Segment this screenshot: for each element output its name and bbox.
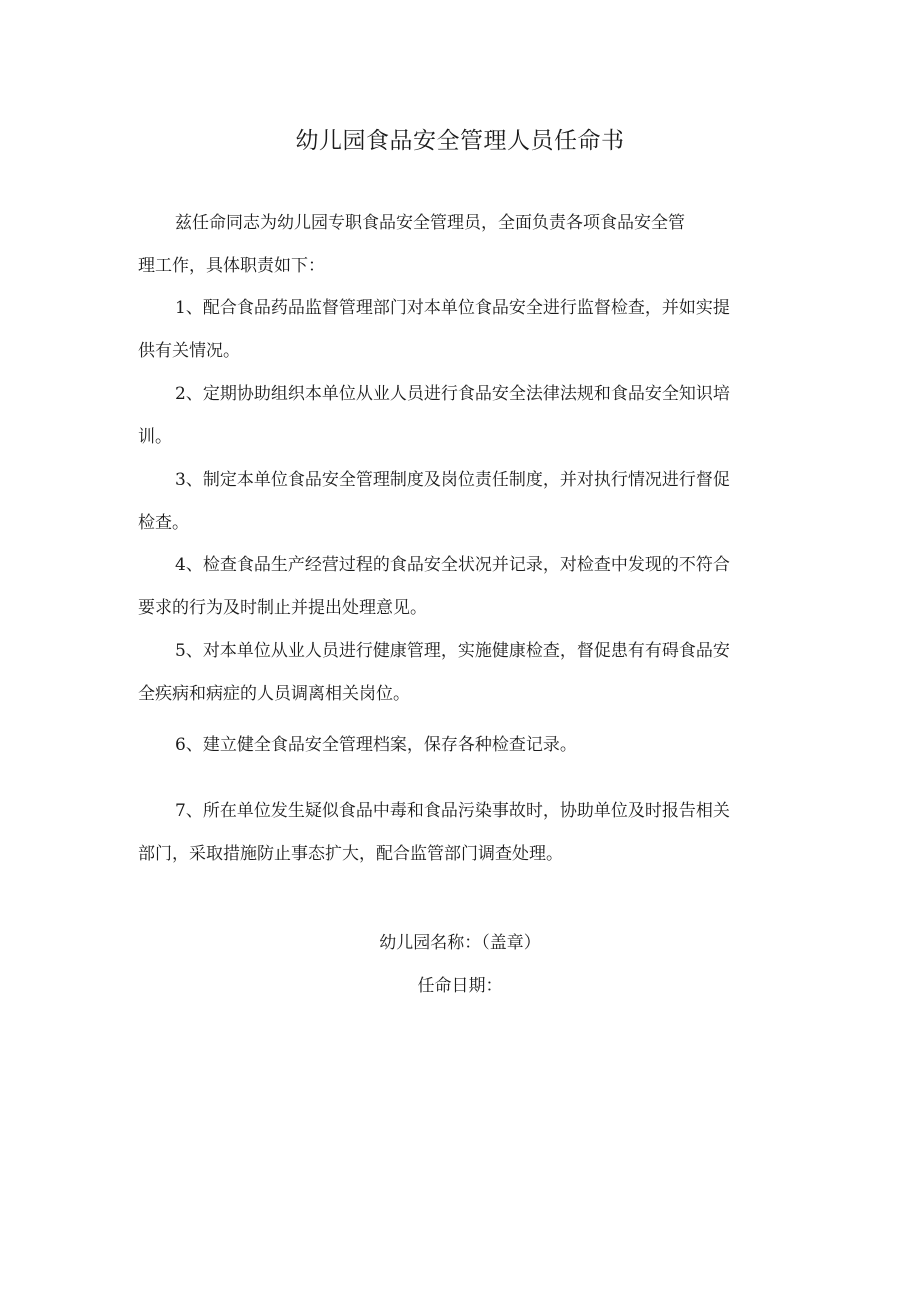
- duty-line: 7、所在单位发生疑似食品中毒和食品污染事故时，协助单位及时报告相关: [175, 801, 730, 821]
- duty-line: 1、配合食品药品监督管理部门对本单位食品安全进行监督检查，并如实提: [175, 298, 730, 318]
- duty-line: 4、检查食品生产经营过程的食品安全状况并记录，对检查中发现的不符合: [175, 555, 730, 575]
- intro-line: 兹任命同志为幼儿园专职食品安全管理员，全面负责各项食品安全管: [175, 213, 685, 233]
- duty-line: 要求的行为及时制止并提出处理意见。: [138, 598, 427, 618]
- intro-line: 理工作，具体职责如下：: [138, 256, 325, 276]
- duty-item-1: [138, 287, 788, 373]
- intro-paragraph: [138, 202, 788, 288]
- duty-item-5: [138, 630, 788, 716]
- duty-item-4: [138, 544, 788, 630]
- duty-item-6: [138, 724, 788, 767]
- duty-line: 供有关情况。: [138, 341, 240, 361]
- duty-line: 部门，采取措施防止事态扩大，配合监管部门调查处理。: [138, 844, 563, 864]
- duty-line: 全疾病和病症的人员调离相关岗位。: [138, 684, 410, 704]
- duty-item-3: [138, 459, 788, 545]
- duty-item-7: [138, 790, 788, 876]
- appointment-date: 任命日期：: [417, 976, 503, 996]
- page-title: 幼儿园食品安全管理人员任命书: [295, 128, 625, 154]
- duty-line: 3、制定本单位食品安全管理制度及岗位责任制度，并对执行情况进行督促: [175, 470, 730, 490]
- duty-line: 5、对本单位从业人员进行健康管理，实施健康检查，督促患有有碍食品安: [175, 641, 730, 661]
- duty-line: 检查。: [138, 513, 189, 533]
- duty-line: 2、定期协助组织本单位从业人员进行食品安全法律法规和食品安全知识培: [175, 384, 730, 404]
- duty-line: 训。: [138, 427, 172, 447]
- kindergarten-name-stamp: 幼儿园名称：（盖章）: [379, 933, 541, 953]
- duty-item-2: [138, 373, 788, 459]
- duty-line: 6、建立健全食品安全管理档案，保存各种检查记录。: [175, 735, 577, 755]
